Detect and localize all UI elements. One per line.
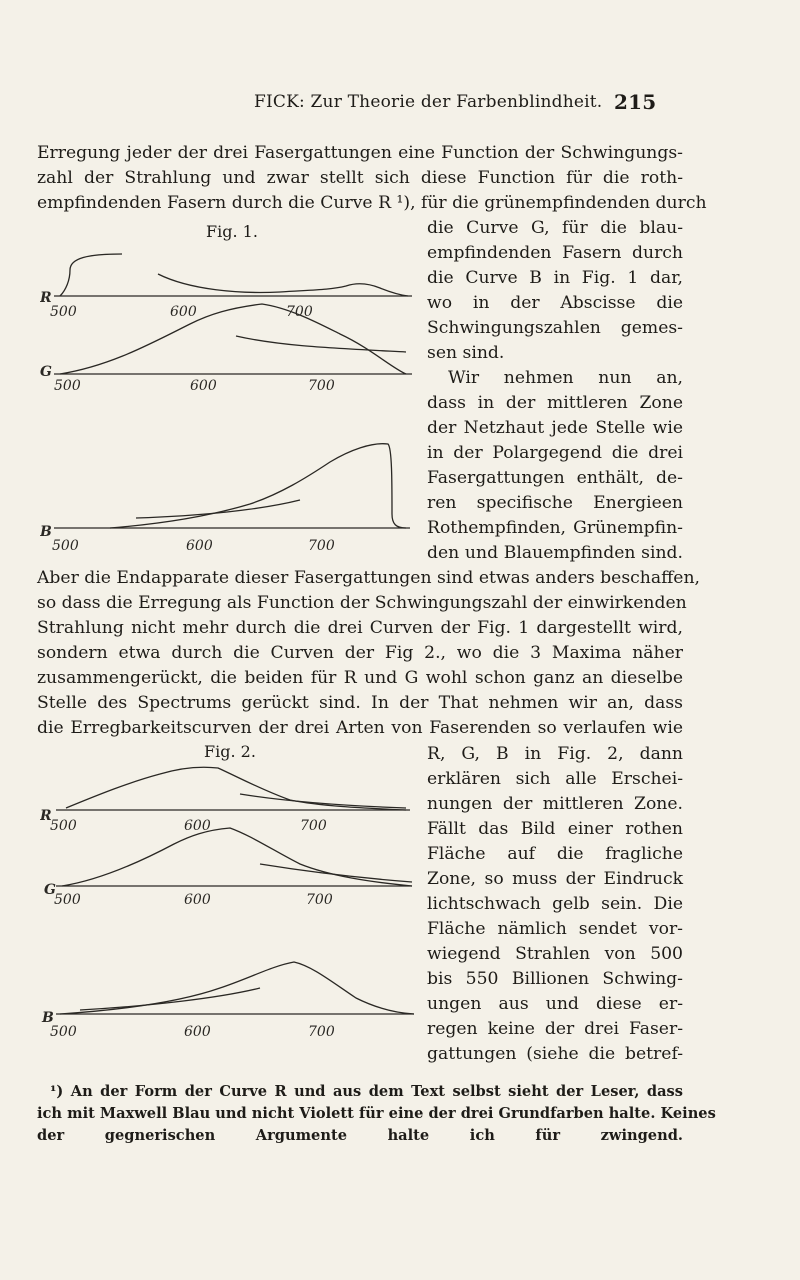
body-line: sondern etwa durch die Curven der Fig 2., wo die 3 Maxima näher	[37, 643, 683, 663]
page-number: 215	[614, 90, 657, 114]
side-line: die Curve B in Fig. 1 dar,	[427, 268, 683, 288]
fig1-r-tick-600: 600	[170, 304, 197, 320]
fig1-r-tick-500: 500	[50, 304, 77, 320]
side-line: dass in der mittleren Zone	[427, 393, 683, 413]
side-line: empfindenden Fasern durch	[427, 243, 683, 263]
side-line: Wir nehmen nun an,	[448, 368, 683, 388]
fig1-g-tick-600: 600	[190, 378, 217, 394]
side-line: bis 550 Billionen Schwing-	[427, 969, 683, 989]
fig2-g-tick-700: 700	[306, 892, 333, 908]
fig2-g-curve-b	[260, 864, 412, 882]
fig2-g-tick-600: 600	[184, 892, 211, 908]
fig2-b-tick-700: 700	[308, 1024, 335, 1040]
side-line: die Curve G, für die blau-	[427, 218, 683, 238]
fig1-b-letter: B	[40, 524, 52, 540]
body-line: empfindenden Fasern durch die Curve R ¹), für die grünempfindenden durch	[37, 193, 707, 213]
fig1-g-tick-500: 500	[54, 378, 81, 394]
body-line: die Erregbarkeitscurven der drei Arten von Faserenden so verlaufen wie	[37, 718, 683, 738]
side-line: wiegend Strahlen von 500	[427, 944, 683, 964]
fig2-g-tick-500: 500	[54, 892, 81, 908]
side-line: Schwingungszahlen gemes-	[427, 318, 683, 338]
side-line: ungen aus und diese er-	[427, 994, 683, 1014]
side-line: den und Blauempfinden sind.	[427, 543, 683, 563]
side-line: erklären sich alle Erschei-	[427, 769, 683, 789]
fig2-r-letter: R	[40, 808, 52, 824]
fig1-g-curve-b	[236, 336, 406, 352]
fig1-b-curve	[110, 444, 406, 528]
footnote-line: ¹) An der Form der Curve R und aus dem Text selbst sieht der Leser, dass	[50, 1083, 683, 1100]
figure-1	[40, 224, 420, 554]
fig1-r-letter: R	[40, 290, 52, 306]
figure-2	[40, 742, 420, 1063]
fig1-g-tick-700: 700	[308, 378, 335, 394]
body-line: Strahlung nicht mehr durch die drei Curven der Fig. 1 dargestellt wird,	[37, 618, 683, 638]
running-title: FICK: Zur Theorie der Farbenblindheit.	[254, 92, 603, 112]
footnote-line: der gegnerischen Argumente halte ich für zwingend.	[37, 1127, 683, 1144]
side-line: der Netzhaut jede Stelle wie	[427, 418, 683, 438]
body-line: Stelle des Spectrums gerückt sind. In der That nehmen wir an, dass	[37, 693, 683, 713]
side-line: in der Polargegend die drei	[427, 443, 683, 463]
figure-1-caption: Fig. 1.	[206, 222, 258, 241]
fig2-r-tick-600: 600	[184, 818, 211, 834]
fig2-r-tick-500: 500	[50, 818, 77, 834]
side-line: Fläche auf die fragliche	[427, 844, 683, 864]
fig1-r-curve-b	[158, 274, 408, 296]
fig1-r-curve-a	[60, 254, 122, 296]
side-line: lichtschwach gelb sein. Die	[427, 894, 683, 914]
side-line: nungen der mittleren Zone.	[427, 794, 683, 814]
fig1-b-tick-700: 700	[308, 538, 335, 554]
side-line: R, G, B in Fig. 2, dann	[427, 744, 683, 764]
fig2-b-tick-500: 500	[50, 1024, 77, 1040]
fig2-b-curve-b	[80, 988, 260, 1010]
fig2-b-tick-600: 600	[184, 1024, 211, 1040]
fig2-g-letter: G	[44, 882, 56, 898]
fig2-r-tick-700: 700	[300, 818, 327, 834]
side-line: Fällt das Bild einer rothen	[427, 819, 683, 839]
fig1-r-tick-700: 700	[286, 304, 313, 320]
body-line: Erregung jeder der drei Fasergattungen eine Function der Schwingungs-	[37, 143, 683, 163]
figure-1-plot	[40, 224, 420, 554]
fig1-g-letter: G	[40, 364, 52, 380]
fig2-b-letter: B	[42, 1010, 54, 1026]
fig1-g-curve	[60, 304, 406, 374]
body-line: zahl der Strahlung und zwar stellt sich diese Function für die roth-	[37, 168, 683, 188]
fig2-r-curve-b	[240, 794, 406, 808]
side-line: Rothempfinden, Grünempfin-	[427, 518, 683, 538]
body-line: Aber die Endapparate dieser Fasergattungen sind etwas anders beschaffen,	[37, 568, 701, 588]
side-line: Fasergattungen enthält, de-	[427, 468, 683, 488]
body-line: so dass die Erregung als Function der Schwingungszahl der einwirkenden	[37, 593, 687, 613]
side-line: sen sind.	[427, 343, 505, 363]
side-line: ren specifische Energieen	[427, 493, 683, 513]
body-line: zusammengerückt, die beiden für R und G wohl schon ganz an dieselbe	[37, 668, 683, 688]
side-line: Zone, so muss der Eindruck	[427, 869, 683, 889]
figure-2-caption: Fig. 2.	[204, 742, 256, 761]
fig1-b-tick-600: 600	[186, 538, 213, 554]
figure-2-plot	[40, 748, 420, 1063]
fig2-b-curve	[60, 962, 414, 1014]
footnote-line: ich mit Maxwell Blau und nicht Violett für eine der drei Grundfarben halte. Keines	[37, 1105, 716, 1122]
fig1-b-tick-500: 500	[52, 538, 79, 554]
side-line: Fläche nämlich sendet vor-	[427, 919, 683, 939]
side-line: regen keine der drei Faser-	[427, 1019, 683, 1039]
fig2-r-curve	[66, 767, 406, 810]
fig1-b-curve-b	[136, 500, 300, 518]
side-line: wo in der Abscisse die	[427, 293, 683, 313]
side-line: gattungen (siehe die betref-	[427, 1044, 683, 1064]
